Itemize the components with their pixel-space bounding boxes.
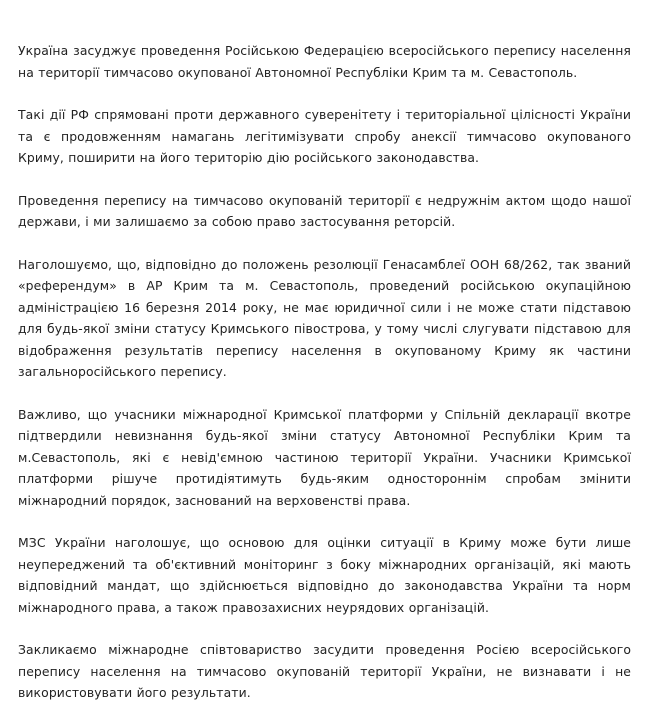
paragraph: Закликаємо міжнародне співтовариство засудити проведення Росією всеросійського перепису населення на тимчасово окупованій території України, не визнавати і не використовувати його результати. (18, 642, 631, 700)
paragraph: Важливо, що учасники міжнародної Кримської платформи у Спільній декларації вкотре підтвердили невизнання будь-якої зміни статусу Автономної Республіки Крим та м.Севастополь, які є невід'ємною частиною території України. Учасники Кримської платформи рішуче протидіятимуть будь-яким одностороннім спробам змінити міжнародний порядок, заснований на верховенстві права. (18, 406, 631, 508)
paragraph: Україна засуджує проведення Російською Федерацією всеросійського перепису населення на території тимчасово окупованої Автономної Республіки Крим та м. Севастополь. (18, 43, 631, 80)
paragraph: Такі дії РФ спрямовані проти державного суверенітету і територіальної цілісності України та є продовженням намагань легітимізувати спробу анексії тимчасово окупованого Криму, поширити на його територію дію російського законодавства. (18, 107, 631, 165)
paragraph: Наголошуємо, що, відповідно до положень резолюції Генасамблеї ООН 68/262, так званий «референдум» в АР Крим та м. Севастополь, проведений російською окупаційною адміністрацією 16 березня 2014 року, не має юридичної сили і не може стати підставою для будь-якої зміни статусу Кримського півострова, у тому числі слугувати підставою для відображення результатів перепису населення в окупованому Криму як частини загальноросійського перепису. (18, 256, 631, 379)
paragraph: Проведення перепису на тимчасово окупованій території є недружнім актом щодо нашої держави, і ми залишаємо за собою право застосування реторсій. (18, 192, 631, 229)
paragraph: МЗС України наголошує, що основою для оцінки ситуації в Криму може бути лише неупереджений та об'єктивний моніторинг з боку міжнародних організацій, які мають відповідний мандат, що здійснюється відповідно до законодавства України та норм міжнародного права, а також правозахисних неурядових організацій. (18, 535, 631, 615)
statement-body (18, 40, 631, 704)
